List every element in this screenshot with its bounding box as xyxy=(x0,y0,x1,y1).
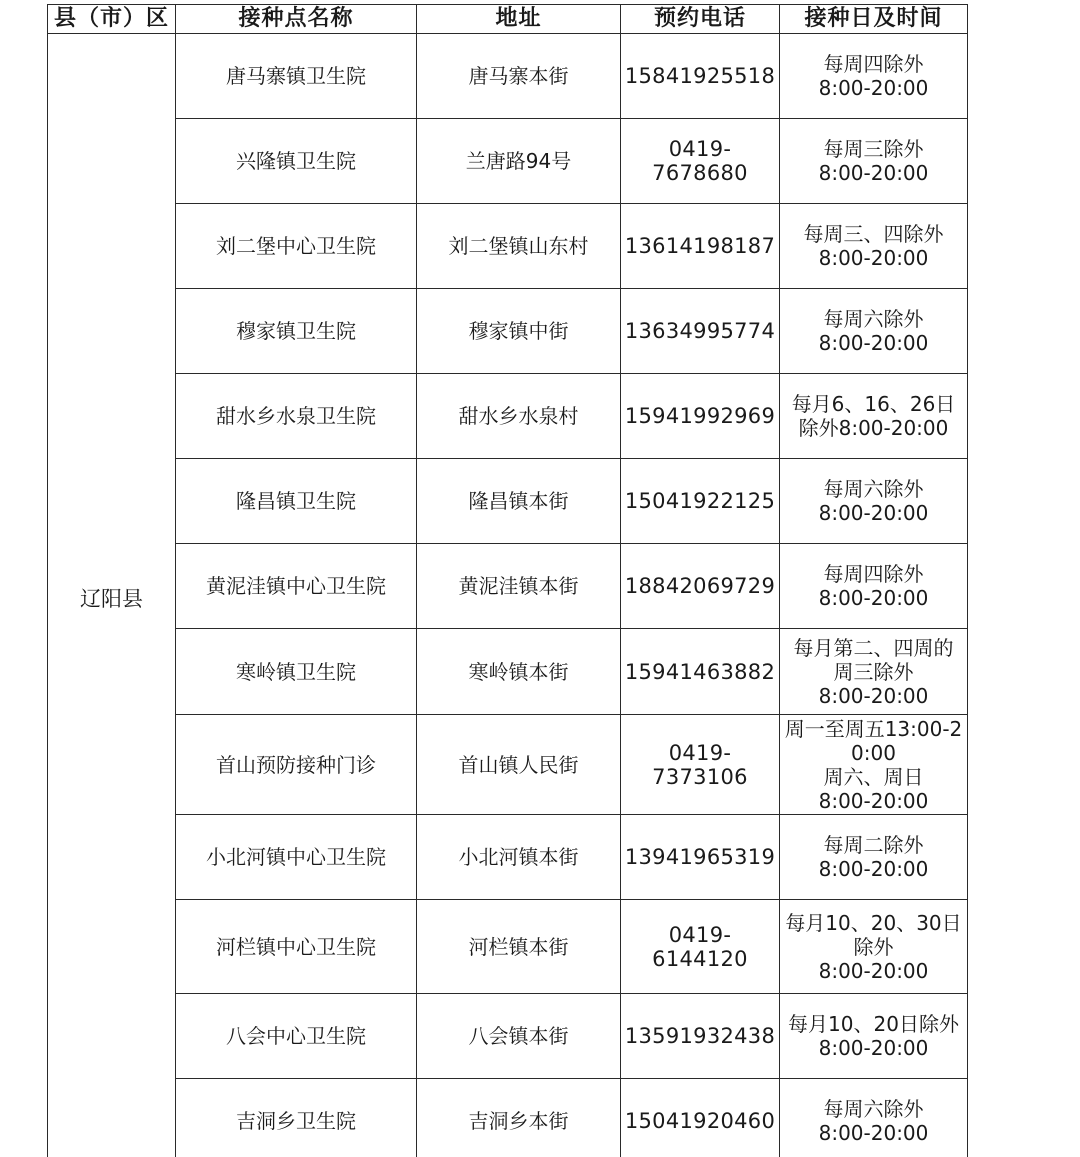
schedule-line: 每月第二、四周的 xyxy=(793,635,954,660)
schedule-line: 每周三除外 xyxy=(823,137,924,161)
schedule-line: 每月10、20日除外 xyxy=(788,1012,959,1036)
schedule-line: 8:00-20:00 xyxy=(818,683,929,708)
schedule-line: 周三除外 xyxy=(833,659,914,684)
schedule-line: 8:00-20:00 xyxy=(818,1036,929,1060)
schedule-line: 每周六除外 xyxy=(823,477,924,501)
table-row xyxy=(48,374,968,459)
site-name-cell: 兴隆镇卫生院 xyxy=(176,119,417,204)
schedule-cell xyxy=(780,459,968,544)
schedule-line: 8:00-20:00 xyxy=(818,331,929,355)
header-row xyxy=(48,5,968,34)
schedule-line: 8:00-20:00 xyxy=(818,586,929,610)
site-name-cell: 寒岭镇卫生院 xyxy=(176,629,417,715)
site-name-cell: 黄泥洼镇中心卫生院 xyxy=(176,544,417,629)
schedule-cell xyxy=(780,374,968,459)
header-phone: 预约电话 xyxy=(621,5,780,34)
schedule-line: 除外8:00-20:00 xyxy=(798,416,949,440)
phone-cell: 0419-6144120 xyxy=(621,900,780,994)
address-cell: 唐马寨本街 xyxy=(417,34,621,119)
schedule-cell xyxy=(780,629,968,715)
phone-cell: 15041922125 xyxy=(621,459,780,544)
schedule-line: 8:00-20:00 xyxy=(818,501,929,525)
site-name-cell: 唐马寨镇卫生院 xyxy=(176,34,417,119)
schedule-line: 每周六除外 xyxy=(823,1097,924,1121)
county-cell: 辽阳县 xyxy=(48,34,176,1157)
address-cell: 吉洞乡本街 xyxy=(417,1079,621,1157)
site-name-cell: 穆家镇卫生院 xyxy=(176,289,417,374)
phone-cell: 0419-7373106 xyxy=(621,715,780,815)
address-cell: 穆家镇中街 xyxy=(417,289,621,374)
schedule-line: 每周二除外 xyxy=(823,833,924,857)
schedule-line: 8:00-20:00 xyxy=(818,857,929,881)
table-row xyxy=(48,900,968,994)
schedule-line: 8:00-20:00 xyxy=(818,1121,929,1145)
phone-cell: 18842069729 xyxy=(621,544,780,629)
schedule-line: 8:00-20:00 xyxy=(818,788,929,813)
schedule-line: 8:00-20:00 xyxy=(818,246,929,270)
schedule-line: 每周六除外 xyxy=(823,307,924,331)
header-schedule: 接种日及时间 xyxy=(780,5,968,34)
schedule-line: 每周三、四除外 xyxy=(803,222,944,246)
phone-cell: 15841925518 xyxy=(621,34,780,119)
schedule-line: 8:00-20:00 xyxy=(818,958,929,983)
schedule-cell xyxy=(780,34,968,119)
schedule-cell xyxy=(780,204,968,289)
header-address: 地址 xyxy=(417,5,621,34)
site-name-cell: 隆昌镇卫生院 xyxy=(176,459,417,544)
schedule-cell xyxy=(780,815,968,900)
phone-cell: 13614198187 xyxy=(621,204,780,289)
schedule-line: 每周四除外 xyxy=(823,562,924,586)
site-name-cell: 小北河镇中心卫生院 xyxy=(176,815,417,900)
site-name-cell: 刘二堡中心卫生院 xyxy=(176,204,417,289)
table-row xyxy=(48,204,968,289)
table-row xyxy=(48,119,968,204)
site-name-cell: 甜水乡水泉卫生院 xyxy=(176,374,417,459)
site-name-cell: 八会中心卫生院 xyxy=(176,994,417,1079)
table-row xyxy=(48,544,968,629)
phone-cell: 13941965319 xyxy=(621,815,780,900)
schedule-cell xyxy=(780,544,968,629)
table-row xyxy=(48,1079,968,1157)
schedule-cell xyxy=(780,119,968,204)
address-cell: 甜水乡水泉村 xyxy=(417,374,621,459)
schedule-line: 每月6、16、26日 xyxy=(791,392,956,416)
address-cell: 黄泥洼镇本街 xyxy=(417,544,621,629)
site-name-cell: 吉洞乡卫生院 xyxy=(176,1079,417,1157)
table-row xyxy=(48,459,968,544)
phone-cell: 15041920460 xyxy=(621,1079,780,1157)
table-row xyxy=(48,715,968,815)
table-body xyxy=(48,34,968,1157)
site-name-cell: 河栏镇中心卫生院 xyxy=(176,900,417,994)
schedule-cell xyxy=(780,715,968,815)
schedule-cell xyxy=(780,1079,968,1157)
phone-cell: 13591932438 xyxy=(621,994,780,1079)
schedule-line: 0:00 xyxy=(851,740,896,765)
address-cell: 首山镇人民街 xyxy=(417,715,621,815)
table-row xyxy=(48,994,968,1079)
phone-cell: 15941463882 xyxy=(621,629,780,715)
address-cell: 小北河镇本街 xyxy=(417,815,621,900)
schedule-cell xyxy=(780,289,968,374)
schedule-line: 每月10、20、30日 xyxy=(785,910,962,935)
schedule-line: 周一至周五13:00-2 xyxy=(784,716,963,741)
schedule-line: 除外 xyxy=(853,934,894,959)
schedule-line: 每周四除外 xyxy=(823,52,924,76)
table-row xyxy=(48,629,968,715)
address-cell: 兰唐路94号 xyxy=(417,119,621,204)
header-county: 县（市）区 xyxy=(48,5,176,34)
phone-cell: 0419-7678680 xyxy=(621,119,780,204)
header-site-name: 接种点名称 xyxy=(176,5,417,34)
address-cell: 隆昌镇本街 xyxy=(417,459,621,544)
address-cell: 刘二堡镇山东村 xyxy=(417,204,621,289)
phone-cell: 13634995774 xyxy=(621,289,780,374)
schedule-cell xyxy=(780,994,968,1079)
schedule-line: 8:00-20:00 xyxy=(818,76,929,100)
site-name-cell: 首山预防接种门诊 xyxy=(176,715,417,815)
table-row xyxy=(48,289,968,374)
schedule-line: 8:00-20:00 xyxy=(818,161,929,185)
address-cell: 寒岭镇本街 xyxy=(417,629,621,715)
table-row xyxy=(48,34,968,119)
address-cell: 河栏镇本街 xyxy=(417,900,621,994)
vaccination-sites-table xyxy=(47,4,968,1157)
schedule-line: 周六、周日 xyxy=(823,764,924,789)
address-cell: 八会镇本街 xyxy=(417,994,621,1079)
phone-cell: 15941992969 xyxy=(621,374,780,459)
table-row xyxy=(48,815,968,900)
schedule-cell xyxy=(780,900,968,994)
